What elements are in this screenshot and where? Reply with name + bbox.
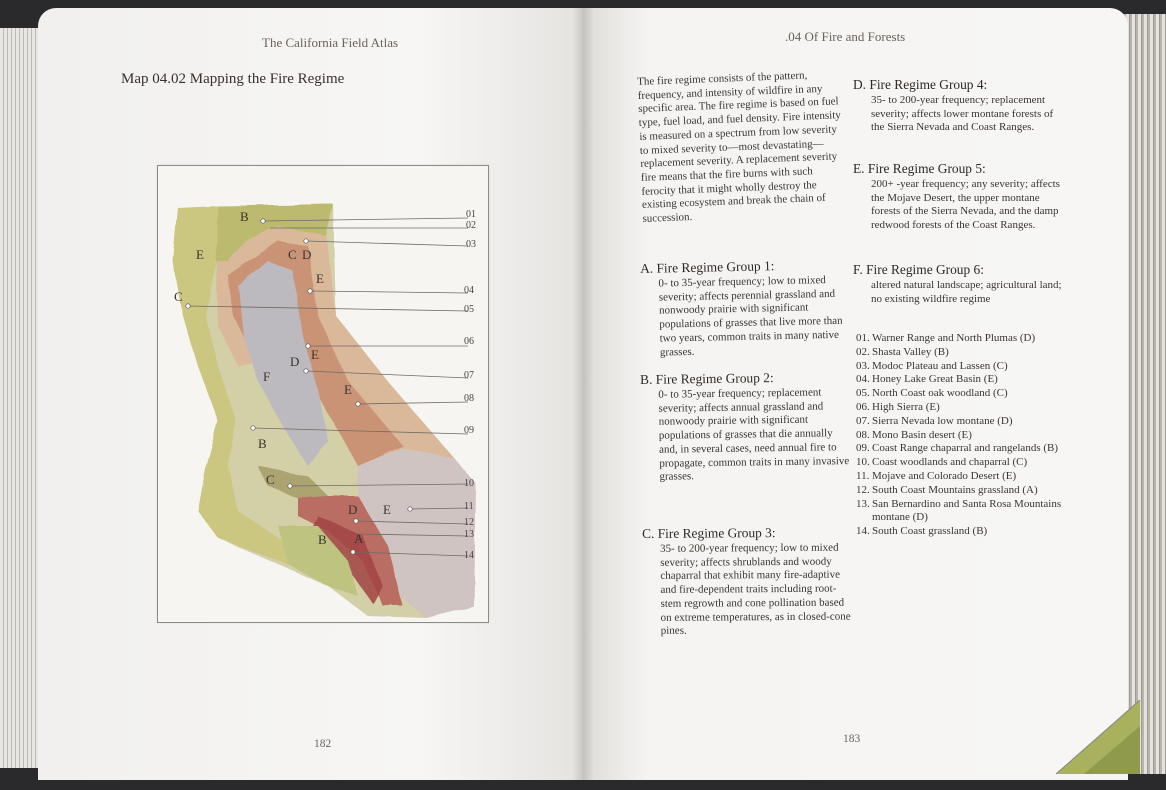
fire-regime-group-e [853, 161, 1063, 233]
legend-number: 01. [856, 332, 870, 344]
fire-regime-group-f [853, 262, 1063, 306]
map-callout-number: 11 [464, 501, 474, 512]
legend-number: 13. [856, 497, 870, 510]
map-region-label: E [344, 382, 352, 397]
map-region-label: C [288, 247, 297, 262]
running-head-right: .04 Of Fire and Forests [785, 29, 906, 44]
fire-regime-group-a [640, 257, 852, 361]
legend-number: 08. [856, 428, 870, 441]
map-region-label: E [383, 502, 391, 517]
region-legend [856, 332, 1066, 539]
map-region-label: C [174, 289, 183, 304]
legend-item [856, 525, 1066, 539]
legend-item [856, 360, 1066, 374]
map-callout-number: 14 [464, 550, 474, 561]
legend-text: North Coast oak woodland (C) [872, 387, 1008, 400]
group-heading: D. Fire Regime Group 4: [853, 77, 988, 92]
group-heading: B. Fire Regime Group 2: [640, 370, 774, 387]
group-heading: F. Fire Regime Group 6: [853, 262, 984, 277]
legend-text: Coast woodlands and chaparral (C) [872, 456, 1028, 469]
legend-text: Mono Basin desert (E) [872, 428, 972, 441]
legend-item [856, 401, 1066, 415]
map-callout-number: 12 [464, 517, 474, 528]
map-callout-number: 05 [464, 304, 474, 315]
group-heading: E. Fire Regime Group 5: [853, 161, 986, 176]
map-callout-number: 09 [464, 425, 474, 436]
legend-text: Honey Lake Great Basin (E) [872, 373, 998, 386]
map-callout-number: 03 [466, 239, 476, 250]
legend-item [856, 484, 1066, 498]
group-description: 35- to 200-year frequency; replacement severity; affects lower montane forests of the Sierra Nevada and Coast Ranges. [871, 94, 1054, 134]
map-callout-number: 08 [464, 393, 474, 404]
group-description: 0- to 35-year frequency; low to mixed severity; affects perennial grassland and nonwoody prairie with significant populations of grasses that live more than two years, common traits in many native grasses. [658, 274, 843, 359]
legend-number: 02. [856, 345, 870, 358]
legend-number: 14. [856, 525, 870, 538]
legend-item [856, 415, 1066, 429]
map-region-label: E [316, 271, 324, 286]
group-description: 35- to 200-year frequency; low to mixed severity; affects shrublands and woody chaparral that exhibit many fire-adaptive and fire-dependent traits including root-stem regrowth and cone pollination based on extreme temperatures, as in closed-cone pines. [660, 541, 851, 638]
intro-paragraph: The fire regime consists of the pattern, frequency, and intensity of wildfire in any specific area. The fire regime is based on fuel type, fuel load, and fuel density. Fire intensity is measured on a spectrum from low severity to mixed severity to—most devastating—replacement severity. A replacement severity fire means that the fire burns with such ferocity that it might wholly destroy the existing ecosystem and break the chain of succession. [637, 69, 842, 225]
legend-text: High Sierra (E) [872, 400, 940, 413]
map-callout-number: 10 [464, 478, 474, 489]
legend-item [856, 498, 1066, 526]
map-region-label: E [311, 347, 319, 362]
running-head-left: The California Field Atlas [262, 35, 399, 50]
legend-text: Coast Range chaparral and rangelands (B) [872, 442, 1059, 455]
fire-regime-group-c [642, 525, 853, 639]
map-callout-number: 13 [464, 529, 474, 540]
map-callout-number: 02 [466, 220, 476, 231]
map-region-label: E [196, 247, 204, 262]
legend-number: 10. [856, 456, 870, 469]
legend-number: 09. [856, 442, 870, 455]
map-region-label: B [258, 436, 267, 451]
california-map-illustration [158, 166, 488, 622]
map-callout-number: 01 [466, 209, 476, 220]
legend-item [856, 456, 1066, 470]
map-region-label: D [290, 354, 300, 369]
legend-number: 04. [856, 373, 870, 386]
legend-text: South Coast Mountains grassland (A) [872, 483, 1038, 496]
legend-number: 07. [856, 414, 870, 427]
legend-item [856, 332, 1066, 346]
map-region-label: F [263, 369, 271, 384]
map-page-corner-peek [1044, 696, 1144, 776]
legend-item [856, 346, 1066, 360]
legend-item [856, 429, 1066, 443]
group-description: 200+ -year frequency; any severity; affects the Mojave Desert, the upper montane forests of the Sierra Nevada, and the damp redwood forests of the Coast Ranges. [871, 178, 1060, 232]
map-region-label: A [354, 531, 364, 546]
legend-item [856, 442, 1066, 456]
legend-item [856, 387, 1066, 401]
map-region-label: D [302, 247, 312, 262]
fire-regime-group-b [640, 369, 852, 485]
group-heading: C. Fire Regime Group 3: [642, 525, 776, 541]
group-description: 0- to 35-year frequency; replacement severity; affects annual grassland and nonwoody prairie with significant populations of grasses that die annually and, in several cases, need annual fire to propagate, common traits in many invasive grasses. [658, 386, 850, 483]
fire-regime-group-d [853, 77, 1063, 135]
page-number-left: 182 [314, 738, 332, 750]
book-gutter [572, 8, 594, 780]
legend-text: San Bernardino and Santa Rosa Mountains montane (D) [872, 497, 1062, 524]
group-description: altered natural landscape; agricultural land; no existing wildfire regime [871, 279, 1062, 305]
legend-text: South Coast grassland (B) [872, 525, 988, 538]
legend-item [856, 470, 1066, 484]
legend-text: Mojave and Colorado Desert (E) [872, 469, 1017, 482]
map-callout-number: 06 [464, 336, 474, 347]
map-region-label: B [240, 209, 249, 224]
map-region-label: B [318, 532, 327, 547]
legend-number: 05. [856, 387, 870, 400]
legend-number: 03. [856, 359, 870, 372]
map-title: Map 04.02 Mapping the Fire Regime [121, 71, 345, 87]
map-callout-number: 04 [464, 285, 474, 296]
legend-text: Sierra Nevada low montane (D) [872, 414, 1013, 427]
map-region-label: C [266, 472, 275, 487]
legend-text: Modoc Plateau and Lassen (C) [872, 359, 1008, 372]
map-region-label: D [348, 502, 358, 517]
page-number-right: 183 [843, 733, 861, 745]
legend-number: 06. [856, 400, 870, 413]
fire-regime-map [157, 165, 489, 623]
legend-text: Warner Range and North Plumas (D) [872, 332, 1036, 344]
legend-item [856, 373, 1066, 387]
legend-text: Shasta Valley (B) [872, 345, 949, 358]
page-stack-left-edge [0, 28, 40, 768]
map-callout-number: 07 [464, 370, 474, 381]
legend-number: 11. [856, 469, 870, 482]
group-heading: A. Fire Regime Group 1: [640, 258, 775, 276]
legend-number: 12. [856, 483, 870, 496]
